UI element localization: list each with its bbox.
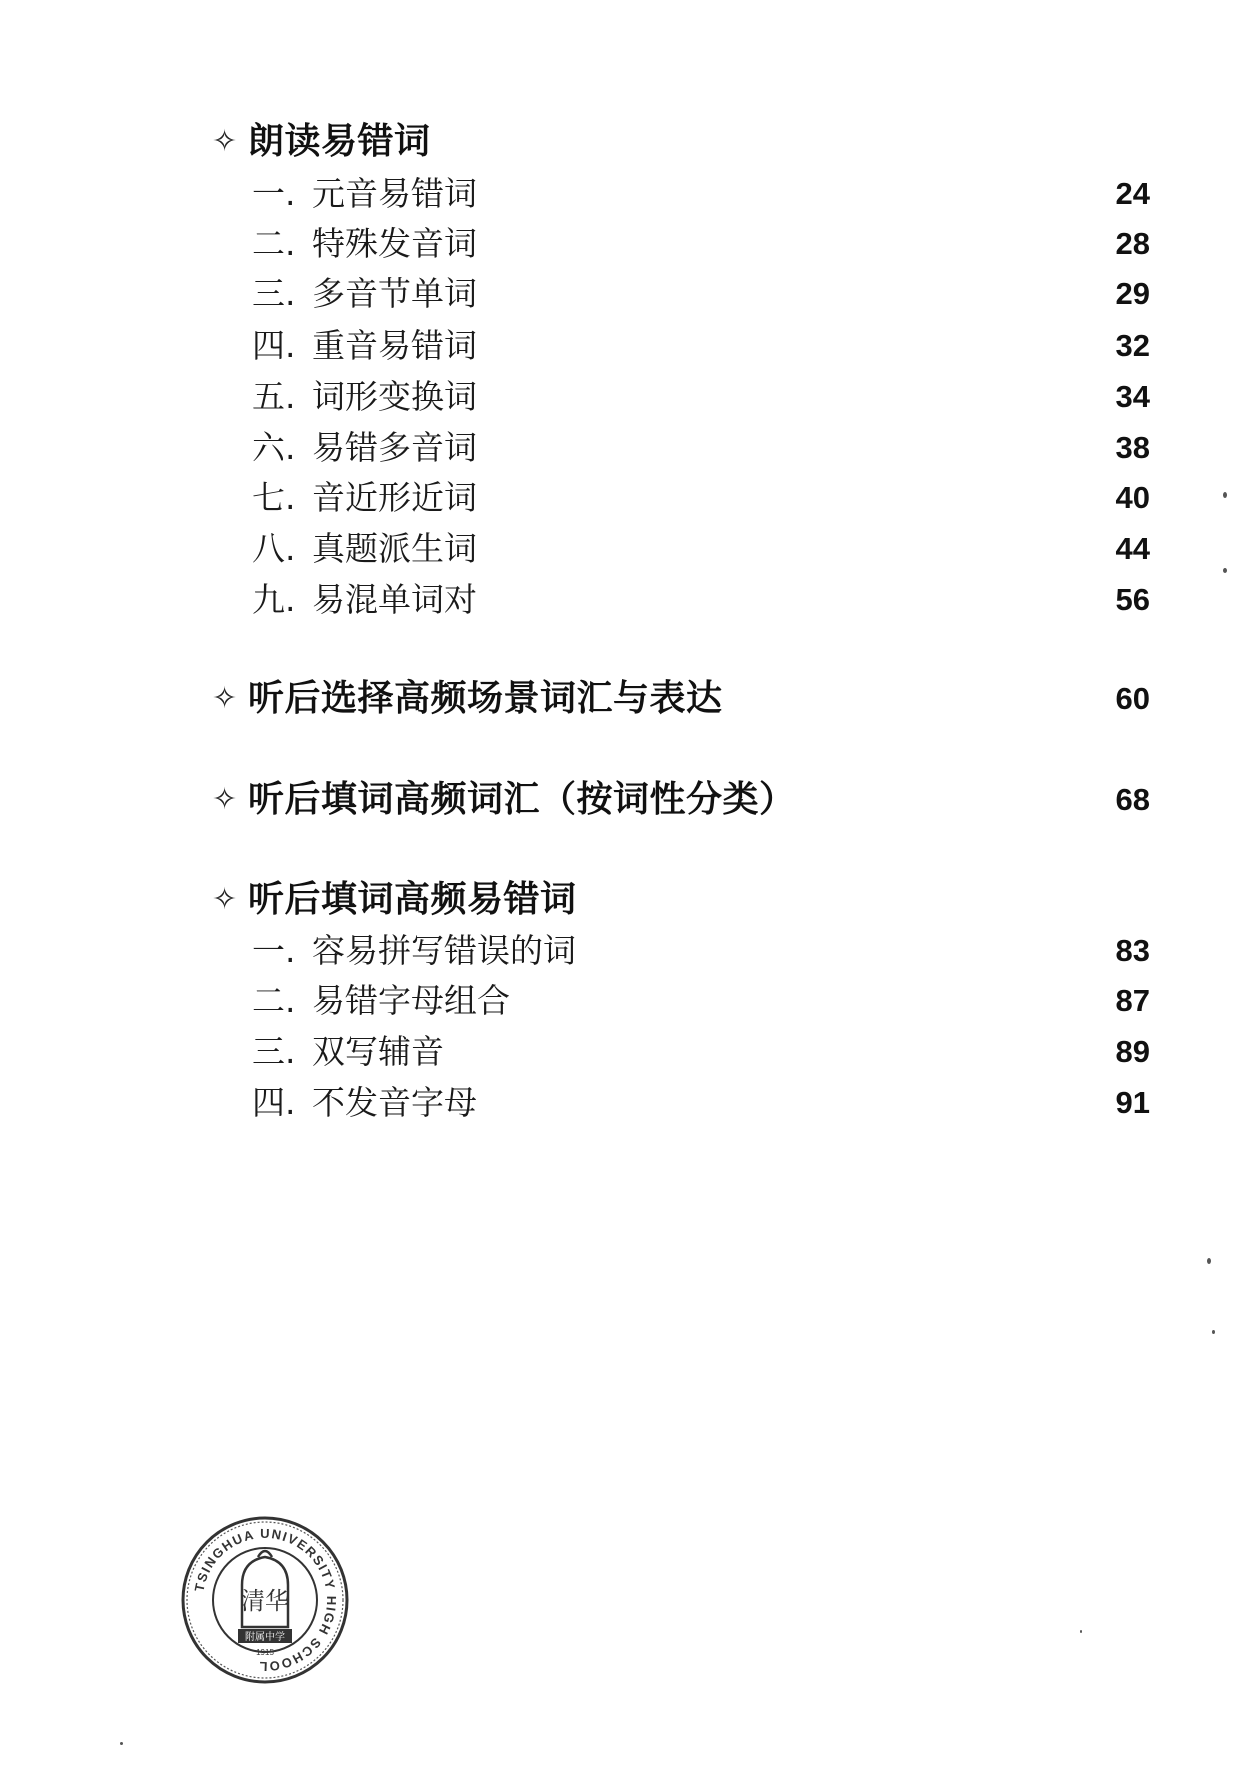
item-marker: 二. xyxy=(252,981,296,1020)
item-label: 双写辅音 xyxy=(312,1032,444,1071)
item-marker: 一. xyxy=(252,174,296,213)
section-title-text: 听后填词高频易错词 xyxy=(248,879,577,920)
page-number: 83 xyxy=(1115,933,1150,968)
page-number: 32 xyxy=(1115,328,1150,363)
item-label: 音近形近词 xyxy=(312,478,477,517)
page-number: 91 xyxy=(1115,1085,1150,1120)
page-number: 89 xyxy=(1115,1034,1150,1069)
item-marker: 一. xyxy=(252,931,296,970)
item-label: 重音易错词 xyxy=(312,326,477,365)
section-title[interactable] xyxy=(212,876,1192,924)
seal-ring-text: TSINGHUA UNIVERSITY HIGH SCHOOL xyxy=(191,1525,340,1675)
seal-center-text: 清华 xyxy=(241,1587,289,1615)
toc-item[interactable] xyxy=(252,927,1152,975)
page-number: 38 xyxy=(1115,430,1150,465)
diamond-bullet-icon: ✧ xyxy=(212,681,238,716)
section-title-text: 朗读易错词 xyxy=(248,121,431,162)
page-number: 68 xyxy=(1115,782,1150,817)
toc-item[interactable] xyxy=(252,170,1152,218)
toc-item[interactable] xyxy=(252,474,1152,522)
toc-item[interactable] xyxy=(252,322,1152,370)
scan-speck xyxy=(1207,1258,1211,1264)
diamond-bullet-icon: ✧ xyxy=(212,882,238,917)
page-number: 34 xyxy=(1115,379,1150,414)
item-marker: 四. xyxy=(252,326,296,365)
section-title[interactable] xyxy=(212,776,1192,824)
item-label: 真题派生词 xyxy=(312,529,477,568)
page-number: 56 xyxy=(1115,582,1150,617)
section-title-text: 听后填词高频词汇（按词性分类） xyxy=(248,779,796,820)
page-number: 40 xyxy=(1115,480,1150,515)
toc-item[interactable] xyxy=(252,1028,1152,1076)
toc-item[interactable] xyxy=(252,424,1152,472)
page-number: 28 xyxy=(1115,226,1150,261)
toc-item[interactable] xyxy=(252,270,1152,318)
scan-speck xyxy=(1212,1330,1215,1334)
item-label: 容易拼写错误的词 xyxy=(312,931,576,970)
item-label: 易错字母组合 xyxy=(312,981,510,1020)
page-number: 29 xyxy=(1115,276,1150,311)
scan-speck xyxy=(1223,568,1227,573)
scan-speck xyxy=(1080,1630,1082,1633)
scan-speck xyxy=(1223,492,1227,498)
page-number: 60 xyxy=(1115,681,1150,716)
section-title[interactable] xyxy=(212,118,1192,166)
toc-item[interactable] xyxy=(252,1079,1152,1127)
page-number: 24 xyxy=(1115,176,1150,211)
scan-speck xyxy=(120,1742,123,1745)
item-label: 多音节单词 xyxy=(312,274,477,313)
seal-bottom-text: 附属中学 xyxy=(245,1632,285,1643)
item-marker: 六. xyxy=(252,428,296,467)
toc-item[interactable] xyxy=(252,373,1152,421)
item-label: 元音易错词 xyxy=(312,174,477,213)
section-title-text: 听后选择高频场景词汇与表达 xyxy=(248,678,723,719)
item-marker: 八. xyxy=(252,529,296,568)
item-label: 易错多音词 xyxy=(312,428,477,467)
item-label: 易混单词对 xyxy=(312,580,477,619)
toc-item[interactable] xyxy=(252,220,1152,268)
item-marker: 七. xyxy=(252,478,296,517)
item-label: 词形变换词 xyxy=(312,377,477,416)
item-label: 特殊发音词 xyxy=(312,224,477,263)
item-marker: 五. xyxy=(252,377,296,416)
item-marker: 三. xyxy=(252,274,296,313)
school-seal-logo xyxy=(180,1515,350,1685)
toc-item[interactable] xyxy=(252,576,1152,624)
section-title[interactable] xyxy=(212,675,1192,723)
item-marker: 四. xyxy=(252,1083,296,1122)
page-number: 44 xyxy=(1115,531,1150,566)
diamond-bullet-icon: ✧ xyxy=(212,124,238,159)
item-marker: 三. xyxy=(252,1032,296,1071)
item-label: 不发音字母 xyxy=(312,1083,477,1122)
toc-item[interactable] xyxy=(252,977,1152,1025)
page-number: 87 xyxy=(1115,983,1150,1018)
diamond-bullet-icon: ✧ xyxy=(212,782,238,817)
item-marker: 二. xyxy=(252,224,296,263)
item-marker: 九. xyxy=(252,580,296,619)
toc-item[interactable] xyxy=(252,525,1152,573)
seal-year: 1915 xyxy=(256,1648,274,1657)
